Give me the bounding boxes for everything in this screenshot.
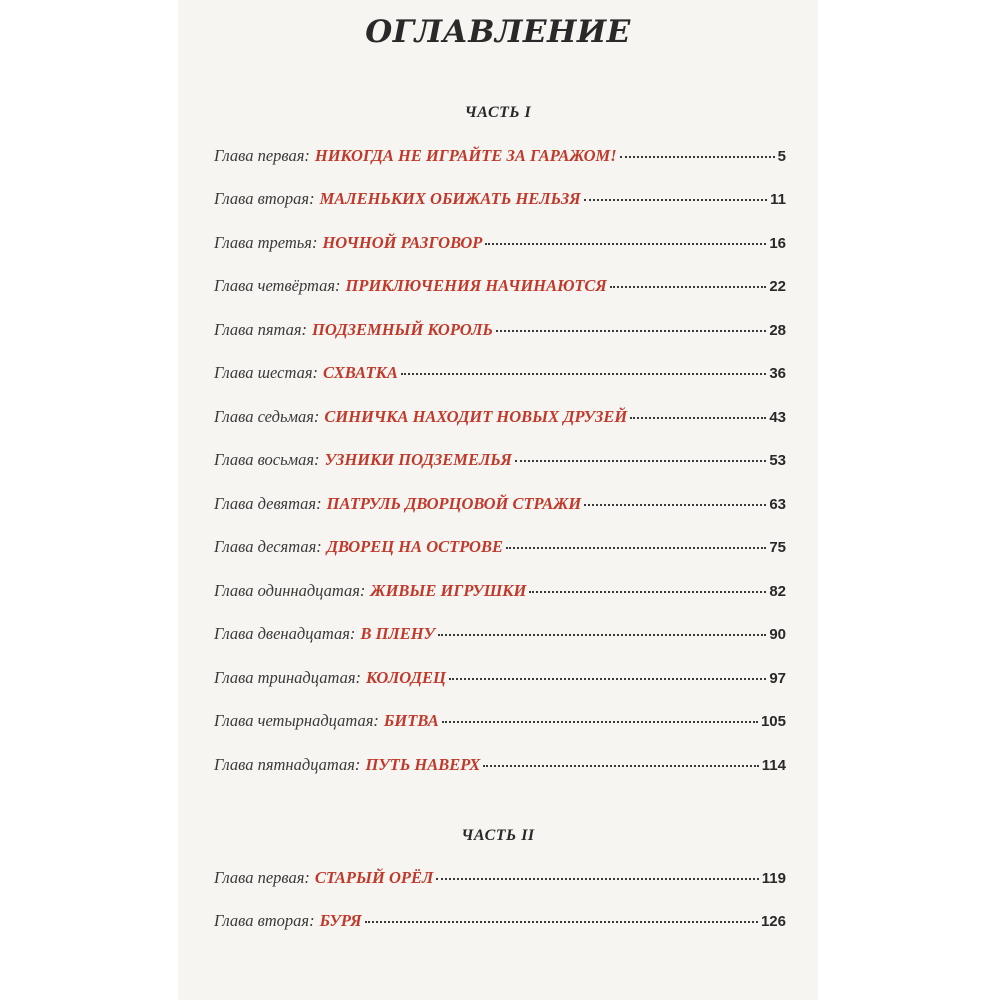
chapter-title: УЗНИКИ ПОДЗЕМЕЛЬЯ [324,450,512,469]
chapter-label: Глава вторая: [214,911,315,930]
chapter-title: В ПЛЕНУ [360,624,436,643]
dot-leader [485,243,766,245]
part-heading: ЧАСТЬ I [464,104,532,121]
chapter-label: Глава восьмая: [214,450,320,469]
toc-entry [214,911,786,935]
toc-entry [214,868,786,892]
page-number: 63 [769,496,786,513]
toc-entry [214,407,786,431]
toc-entry [214,276,786,300]
toc-entry [214,320,786,344]
part-heading: ЧАСТЬ II [461,827,535,844]
dot-leader [401,373,766,375]
dot-leader [438,634,766,636]
toc-entry [214,624,786,648]
chapter-label: Глава пятая: [214,320,308,339]
chapter-title: ПРИКЛЮЧЕНИЯ НАЧИНАЮТСЯ [345,276,607,295]
page-title: ОГЛАВЛЕНИЕ [365,14,631,50]
chapter-label: Глава седьмая: [214,407,320,426]
chapter-title: ДВОРЕЦ НА ОСТРОВЕ [326,537,503,556]
toc-entry [214,711,786,735]
toc-entry [214,494,786,518]
page-number: 75 [769,539,786,556]
chapter-label: Глава тринадцатая: [214,668,362,687]
toc-entry [214,363,786,387]
dot-leader [610,286,767,288]
chapter-title: НИКОГДА НЕ ИГРАЙТЕ ЗА ГАРАЖОМ! [314,146,617,165]
dot-leader [506,547,766,549]
toc-entry [214,189,786,213]
dot-leader [620,156,775,158]
chapter-label: Глава шестая: [214,363,318,382]
page-number: 82 [769,583,786,600]
chapter-label: Глава четырнадцатая: [214,711,379,730]
page-number: 90 [769,626,786,643]
toc-entry [214,450,786,474]
chapter-label: Глава двенадцатая: [214,624,356,643]
chapter-title: СХВАТКА [323,363,398,382]
dot-leader [584,504,766,506]
page-number: 36 [769,365,786,382]
page-number: 28 [769,322,786,339]
chapter-label: Глава пятнадцатая: [214,755,361,774]
chapter-title: ПОДЗЕМНЫЙ КОРОЛЬ [312,320,493,339]
toc-entry [214,233,786,257]
dot-leader [515,460,766,462]
chapter-title: БИТВА [383,711,439,730]
chapter-label: Глава десятая: [214,537,322,556]
chapter-title: ПАТРУЛЬ ДВОРЦОВОЙ СТРАЖИ [326,494,582,513]
dot-leader [442,721,758,723]
toc-entry [214,581,786,605]
page-number: 97 [769,670,786,687]
page-number: 22 [769,278,786,295]
page-number: 5 [777,148,786,165]
dot-leader [584,199,768,201]
dot-leader [529,591,766,593]
page-number: 16 [769,235,786,252]
chapter-title: БУРЯ [319,911,362,930]
dot-leader [496,330,766,332]
dot-leader [365,921,758,923]
dot-leader [483,765,758,767]
chapter-title: СТАРЫЙ ОРЁЛ [314,868,434,887]
dot-leader [436,878,759,880]
chapter-label: Глава одиннадцатая: [214,581,366,600]
book-page [178,0,818,1000]
page-number: 119 [761,870,786,887]
toc-entry [214,537,786,561]
chapter-title: СИНИЧКА НАХОДИТ НОВЫХ ДРУЗЕЙ [324,407,628,426]
chapter-label: Глава девятая: [214,494,322,513]
chapter-title: КОЛОДЕЦ [366,668,446,687]
chapter-label: Глава четвёртая: [214,276,341,295]
toc-entry [214,668,786,692]
page-number: 11 [770,191,786,208]
page-number: 114 [761,757,786,774]
dot-leader [630,417,766,419]
chapter-title: ЖИВЫЕ ИГРУШКИ [370,581,527,600]
chapter-title: НОЧНОЙ РАЗГОВОР [322,233,483,252]
chapter-title: МАЛЕНЬКИХ ОБИЖАТЬ НЕЛЬЗЯ [319,189,581,208]
chapter-label: Глава первая: [214,868,310,887]
chapter-label: Глава первая: [214,146,310,165]
chapter-label: Глава вторая: [214,189,315,208]
toc-entry [214,146,786,170]
dot-leader [449,678,766,680]
page-number: 43 [769,409,786,426]
toc-entry [214,755,786,779]
page-number: 126 [760,913,786,930]
chapter-title: ПУТЬ НАВЕРХ [365,755,481,774]
page-number: 53 [769,452,786,469]
chapter-label: Глава третья: [214,233,318,252]
page-number: 105 [760,713,786,730]
